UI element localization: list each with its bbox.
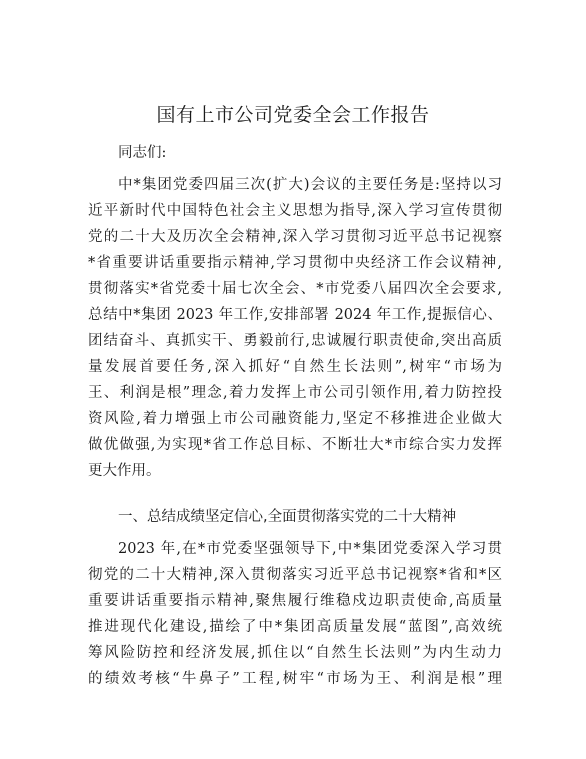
paragraph-1-line: 中*集团党委四届三次(扩大)会议的主要任务是:坚持以习 (118, 177, 502, 193)
paragraph-1-line: 近平新时代中国特色社会主义思想为指导,深入学习宣传贯彻 (88, 203, 502, 219)
paragraph-1-line: 更大作用。 (88, 463, 161, 479)
paragraph-1-line: 做优做强,为实现*省工作总目标、不断壮大*市综合实力发挥 (88, 437, 502, 453)
paragraph-1-line: 团结奋斗、真抓实干、勇毅前行,忠诚履行职责使命,突出高质 (88, 333, 502, 349)
paragraph-1-line: *省重要讲话重要指示精神,学习贯彻中央经济工作会议精神, (88, 255, 502, 271)
paragraph-1-line: 总结中*集团 2023 年工作,安排部署 2024 年工作,提振信心、 (88, 307, 502, 323)
paragraph-2-line: 2023 年,在*市党委坚强领导下,中*集团党委深入学习贯 (118, 541, 502, 557)
document-title: 国有上市公司党委全会工作报告 (156, 104, 430, 126)
section-heading: 一、总结成绩坚定信心,全面贯彻落实党的二十大精神 (118, 509, 457, 525)
paragraph-1-line: 贯彻落实*省党委十届七次全会、*市党委八届四次全会要求, (88, 281, 502, 297)
paragraph-1-line: 王、利润是根”理念,着力发挥上市公司引领作用,着力防控投 (88, 385, 502, 401)
paragraph-2-line: 重要讲话重要指示精神,聚焦履行维稳戍边职责使命,高质量 (88, 593, 502, 609)
paragraph-1-line: 量发展首要任务,深入抓好“自然生长法则”,树牢“市场为 (88, 359, 502, 375)
paragraph-2-line: 的绩效考核“牛鼻子”工程,树牢“市场为王、利润是根”理 (88, 671, 502, 687)
paragraph-1-line: 资风险,着力增强上市公司融资能力,坚定不移推进企业做大 (88, 411, 502, 427)
paragraph-2-line: 彻党的二十大精神,深入贯彻落实习近平总书记视察*省和*区 (88, 567, 502, 583)
paragraph-1-line: 党的二十大及历次全会精神,深入学习贯彻习近平总书记视察 (88, 229, 502, 245)
paragraph-2-line: 推进现代化建设,描绘了中*集团高质量发展“蓝图”,高效统 (88, 619, 502, 635)
salutation: 同志们: (118, 145, 167, 161)
paragraph-2-line: 筹风险防控和经济发展,抓住以“自然生长法则”为内生动力 (88, 645, 502, 661)
